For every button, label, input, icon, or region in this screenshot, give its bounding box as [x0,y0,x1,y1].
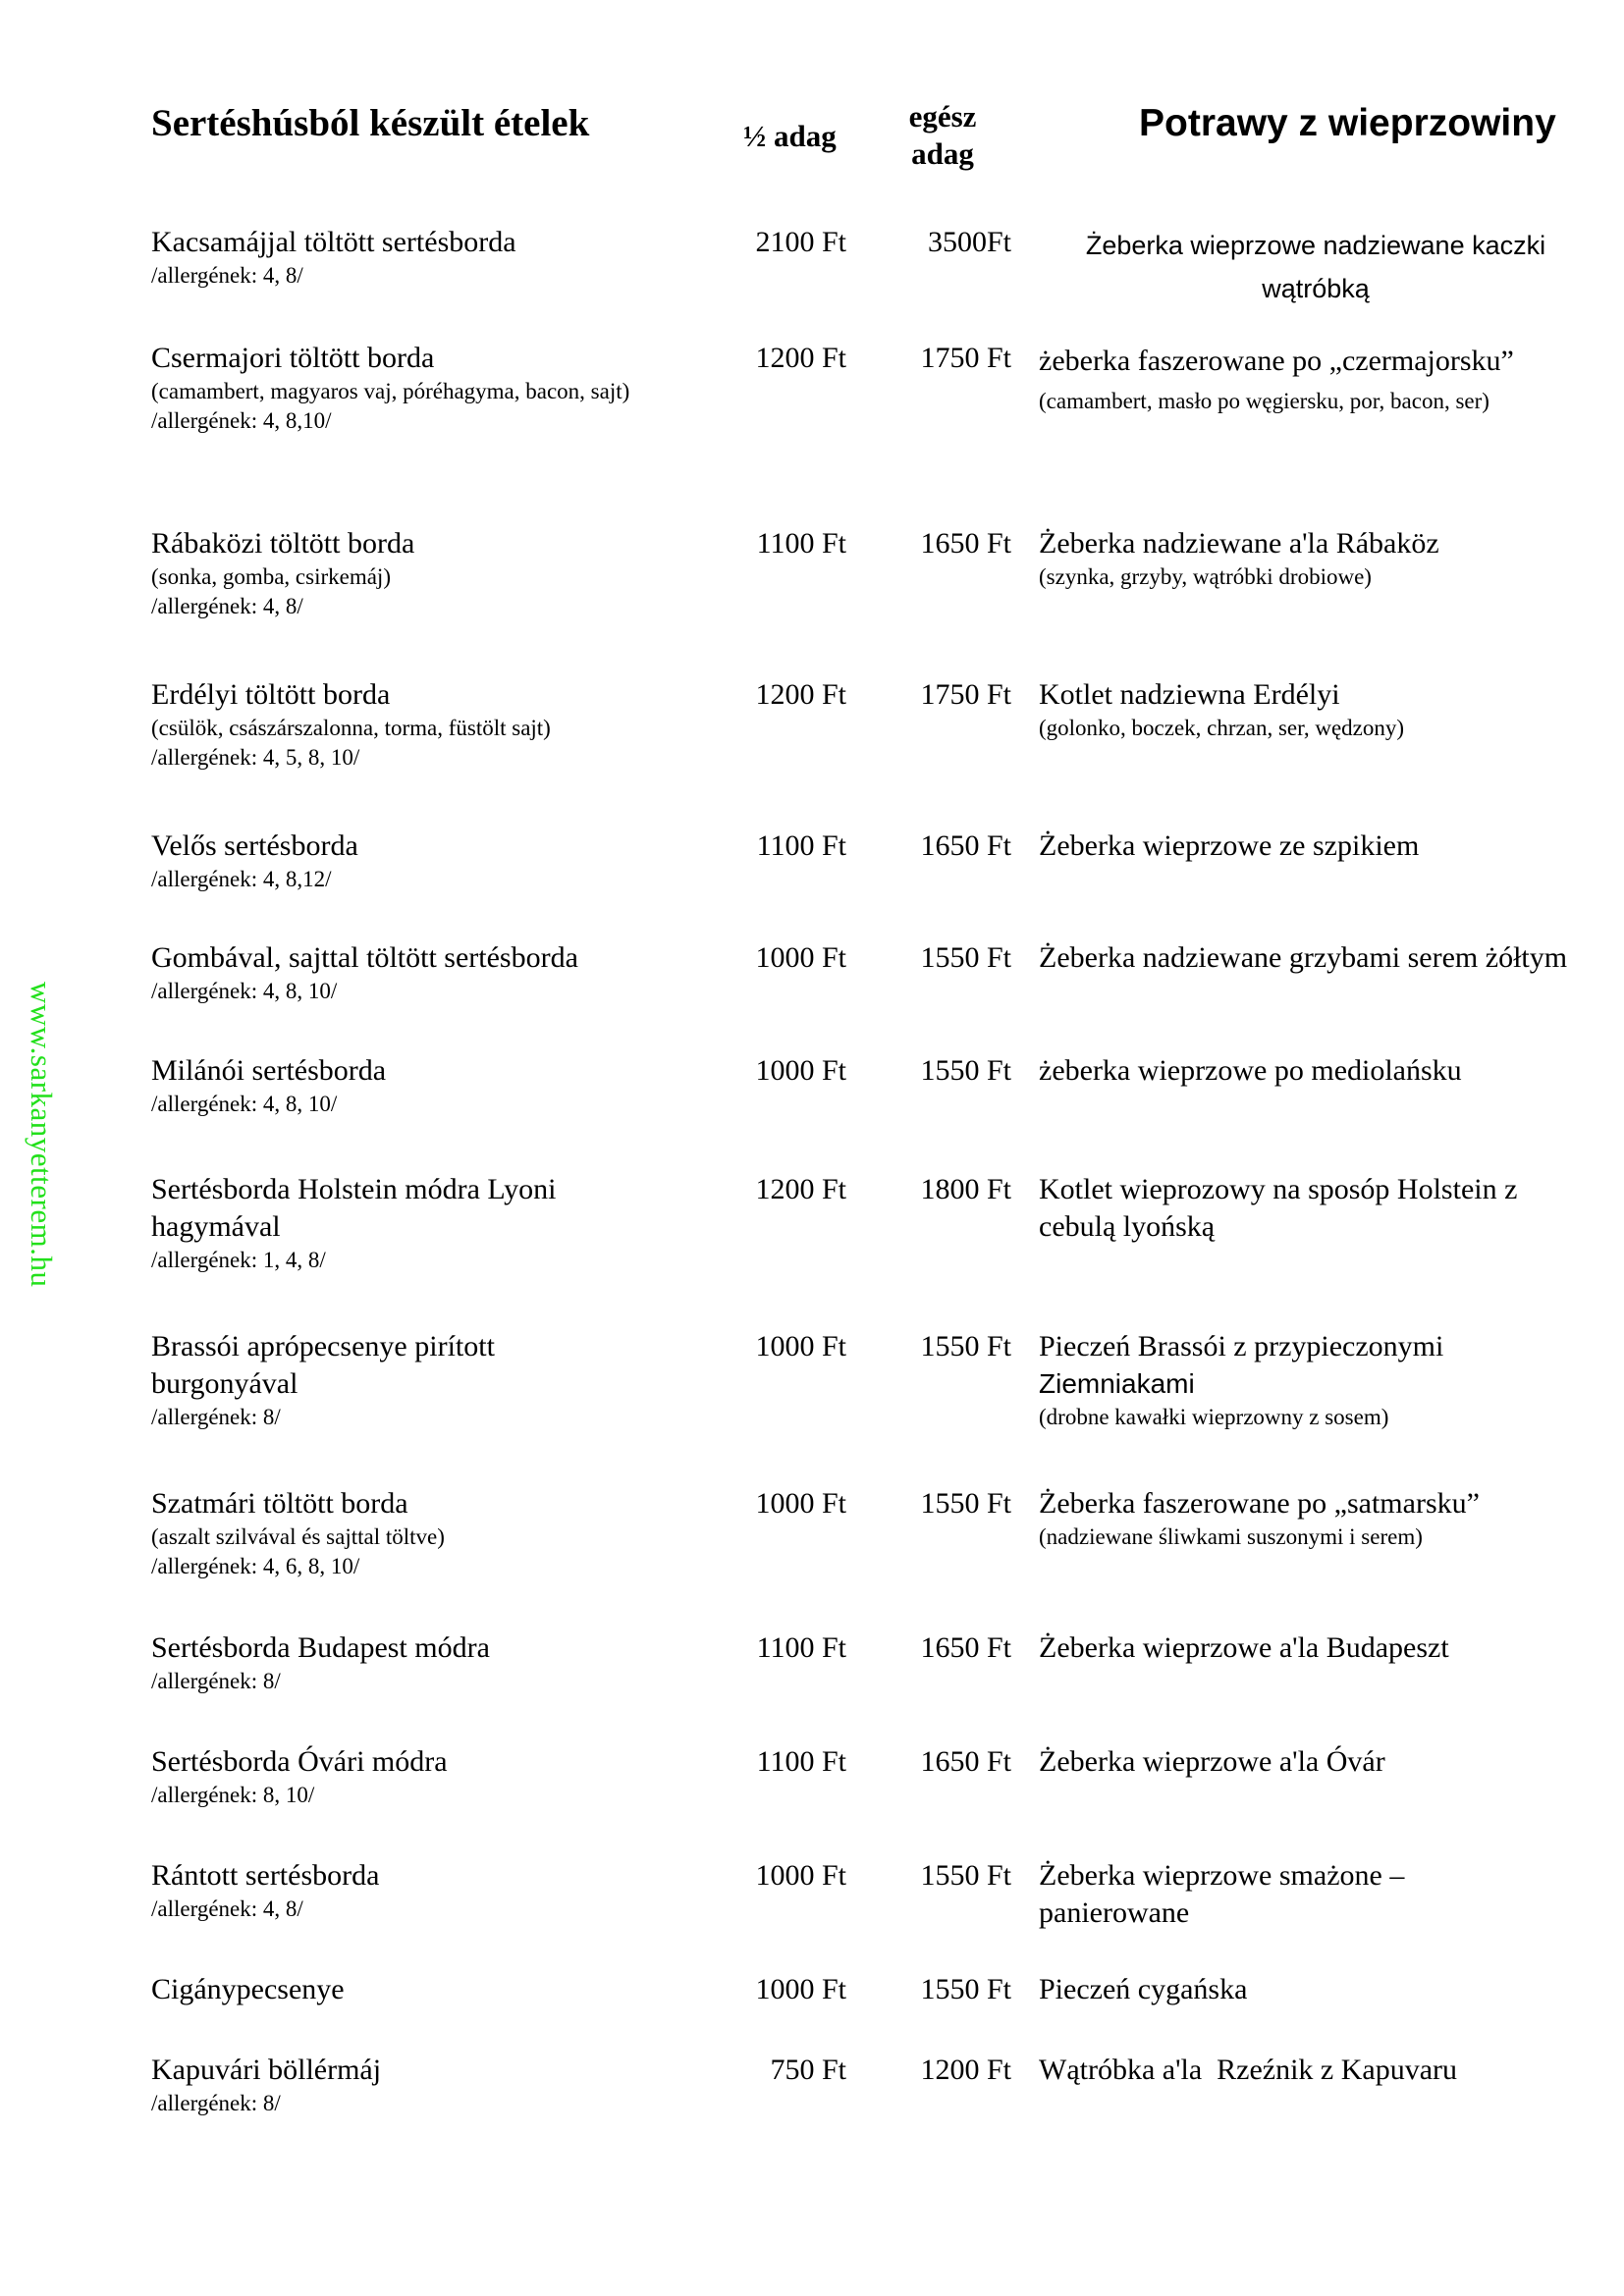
item-whole-price: 3500Ft [927,226,1011,258]
item-name: Brassói aprópecsenye pirított burgonyával [151,1330,495,1400]
item-half-price: 1000 Ft [755,941,846,974]
item-pl-name: Żeberka wieprzowe ze szpikiem [1039,829,1420,862]
item-name: Rántott sertésborda [151,1859,380,1892]
item-hu [151,2052,701,2118]
item-allergens: /allergének: 8/ [151,1669,281,1693]
item-pl-name: Wątróbka a'la Rzeźnik z Kapuvaru [1039,2054,1458,2086]
item-half-price: 1100 Ft [756,829,846,862]
item-pl [1039,676,1569,743]
item-pl-name-line2: Ziemniakami [1039,1368,1195,1399]
item-hu [151,525,701,621]
item-allergens: /allergének: 4, 8/ [151,263,303,288]
item-description: (aszalt szilvával és sajttal töltve) [151,1524,445,1549]
item-hu [151,828,701,894]
item-half-price: 1200 Ft [755,678,846,711]
half-portion-header: ½ adag [743,119,837,153]
item-hu [151,1052,701,1119]
item-pl-name: Żeberka wieprzowe a'la Budapeszt [1039,1631,1449,1664]
item-name: Erdélyi töltött borda [151,678,391,711]
whole-portion-header [903,98,982,173]
item-pl-name: Żeberka faszerowane po „satmarsku” [1039,1487,1480,1520]
item-half-price: 1100 Ft [756,1745,846,1778]
item-name: Sertésborda Budapest módra [151,1631,490,1664]
item-pl-name: Kotlet wieprozowy na sposóp Holstein z cebulą lyońską [1039,1173,1518,1243]
item-pl-name: Żeberka wieprzowe nadziewane kaczki wątróbką [1085,231,1546,303]
item-allergens: /allergének: 4, 6, 8, 10/ [151,1554,360,1578]
item-whole-price: 1550 Ft [920,1330,1011,1362]
item-pl [1039,1857,1490,1932]
item-pl [1039,1485,1569,1552]
item-pl-name: Pieczeń Brassói z przypieczonymi [1039,1330,1444,1362]
item-allergens: /allergének: 8/ [151,2091,281,2115]
item-pl-name: Żeberka wieprzowe smażone – panierowane [1039,1859,1405,1929]
item-name: Csermajori töltött borda [151,342,435,374]
item-description: (camambert, magyaros vaj, póréhagyma, bacon, sajt) [151,379,630,403]
item-hu [151,224,701,291]
item-hu [151,1743,701,1810]
item-hu [151,1171,623,1275]
item-name: Gombával, sajttal töltött sertésborda [151,941,578,974]
item-half-price: 1100 Ft [756,527,846,560]
item-name: Milánói sertésborda [151,1054,387,1087]
item-pl [1039,828,1569,865]
item-allergens: /allergének: 4, 8,12/ [151,867,332,891]
item-whole-price: 1550 Ft [920,941,1011,974]
item-allergens: /allergének: 8, 10/ [151,1783,315,1807]
item-name: Sertésborda Óvári módra [151,1745,448,1778]
item-pl [1080,224,1551,310]
item-whole-price: 1200 Ft [920,2054,1011,2086]
item-hu [151,1857,701,1924]
item-allergens: /allergének: 4, 5, 8, 10/ [151,745,360,770]
menu-header [0,0,1624,196]
item-description: (csülök, császárszalonna, torma, füstölt sajt) [151,716,551,740]
item-allergens: /allergének: 4, 8/ [151,1896,303,1921]
item-pl [1039,340,1569,420]
item-allergens: /allergének: 1, 4, 8/ [151,1248,326,1272]
item-half-price: 2100 Ft [755,226,846,258]
item-hu [151,340,701,436]
item-hu [151,1629,701,1696]
item-pl-name: Kotlet nadziewna Erdélyi [1039,678,1340,711]
item-pl-name: Pieczeń cygańska [1039,1973,1248,2005]
item-pl [1039,939,1569,977]
item-pl-description: (nadziewane śliwkami suszonymi i serem) [1039,1524,1423,1549]
item-hu [151,939,701,1006]
item-pl-description: (camambert, masło po węgiersku, por, bacon, ser) [1039,389,1489,413]
item-pl-description: (drobne kawałki wieprzowny z sosem) [1039,1405,1389,1429]
item-pl [1039,1328,1569,1432]
item-name: Kacsamájjal töltött sertésborda [151,226,516,258]
item-whole-price: 1550 Ft [920,1054,1011,1087]
item-half-price: 1100 Ft [756,1631,846,1664]
item-whole-price: 1650 Ft [920,829,1011,862]
item-whole-price: 1750 Ft [920,342,1011,374]
item-pl-description: (szynka, grzyby, wątróbki drobiowe) [1039,564,1372,589]
section-title-hu: Sertéshúsból készült ételek [151,102,590,144]
item-pl-description: (golonko, boczek, chrzan, ser, wędzony) [1039,716,1405,740]
item-pl [1039,525,1569,592]
item-half-price: 1000 Ft [755,1054,846,1087]
item-allergens: /allergének: 8/ [151,1405,281,1429]
item-whole-price: 1550 Ft [920,1973,1011,2005]
item-pl [1039,1052,1569,1090]
item-half-price: 1000 Ft [755,1859,846,1892]
item-whole-price: 1650 Ft [920,1631,1011,1664]
item-pl [1039,1743,1569,1781]
item-whole-price: 1800 Ft [920,1173,1011,1205]
whole-portion-header-line2: adag [911,136,974,171]
item-whole-price: 1550 Ft [920,1859,1011,1892]
item-pl-name: Żeberka nadziewane a'la Rábaköz [1039,527,1439,560]
item-pl-name: Żeberka wieprzowe a'la Óvár [1039,1745,1385,1778]
item-half-price: 1200 Ft [755,1173,846,1205]
item-hu [151,1971,701,2008]
section-title-pl: Potrawy z wieprzowiny [1139,102,1556,144]
item-pl-name: żeberka faszerowane po „czermajorsku” [1039,345,1514,377]
item-half-price: 750 Ft [770,2054,846,2086]
item-pl [1039,2052,1569,2089]
item-name: Cigánypecsenye [151,1973,345,2005]
item-hu [151,676,701,773]
item-allergens: /allergének: 4, 8, 10/ [151,1092,338,1116]
item-name: Rábaközi töltött borda [151,527,415,560]
item-whole-price: 1650 Ft [920,1745,1011,1778]
item-whole-price: 1550 Ft [920,1487,1011,1520]
item-allergens: /allergének: 4, 8,10/ [151,408,332,433]
item-pl-name: żeberka wieprzowe po mediolańsku [1039,1054,1462,1087]
item-name: Velős sertésborda [151,829,358,862]
item-name: Szatmári töltött borda [151,1487,408,1520]
item-half-price: 1000 Ft [755,1487,846,1520]
item-pl-name: Żeberka nadziewane grzybami serem żółtym [1039,941,1568,974]
website-watermark: www.sarkanyetterem.hu [25,982,59,1288]
item-pl [1039,1629,1569,1667]
item-allergens: /allergének: 4, 8/ [151,594,303,618]
item-pl [1039,1971,1569,2008]
item-whole-price: 1750 Ft [920,678,1011,711]
item-hu [151,1328,564,1432]
item-name: Kapuvári böllérmáj [151,2054,382,2086]
item-description: (sonka, gomba, csirkemáj) [151,564,391,589]
item-half-price: 1000 Ft [755,1330,846,1362]
item-allergens: /allergének: 4, 8, 10/ [151,979,338,1003]
whole-portion-header-line1: egész [908,99,977,133]
item-half-price: 1000 Ft [755,1973,846,2005]
item-pl [1039,1171,1569,1246]
item-hu [151,1485,701,1581]
item-name: Sertésborda Holstein módra Lyoni hagymával [151,1173,557,1243]
item-half-price: 1200 Ft [755,342,846,374]
item-whole-price: 1650 Ft [920,527,1011,560]
